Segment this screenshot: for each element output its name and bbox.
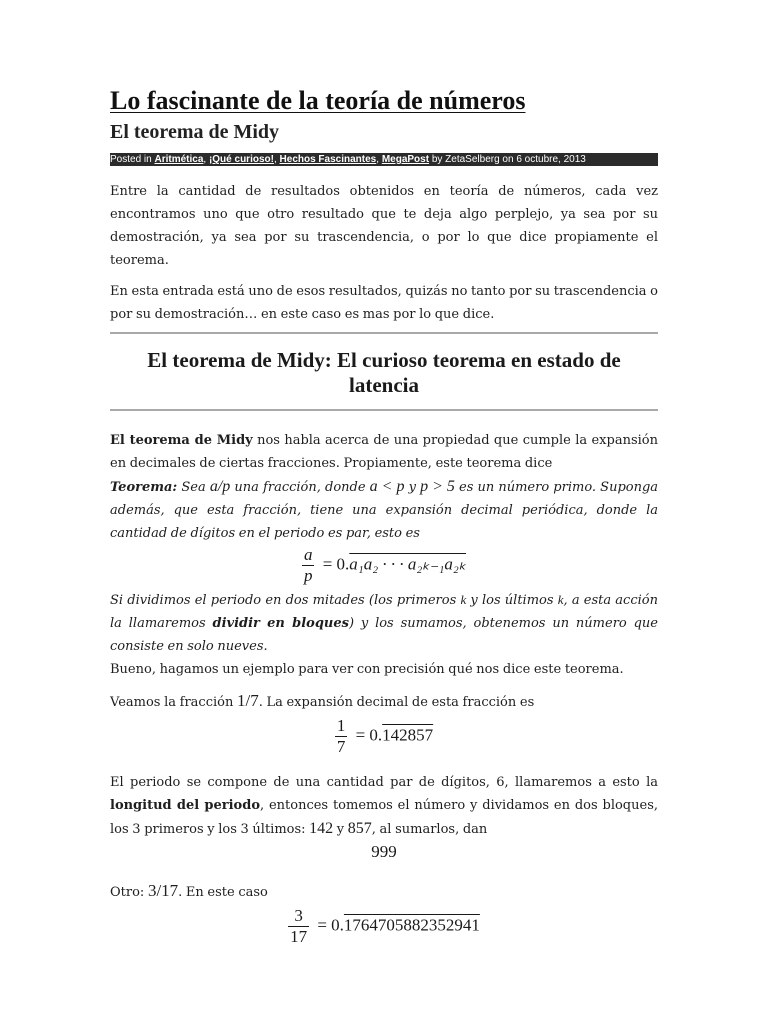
theorem-statement: Teorema: Sea a/p una fracción, donde a < p y p > 5 es un número primo. Suponga además, que esta fracción, tiene una expansión decimal periódica, donde la cantidad de dígitos en el periodo es par, esto es: [110, 478, 659, 541]
theorem-label: Teorema:: [110, 480, 178, 495]
example1-formula: $\frac{1}{7}$ = 0.142857: [336, 716, 434, 756]
example-transition: Bueno, hagamos un ejemplo para ver con precisión qué nos dice este teorema.: [110, 662, 624, 677]
intro-paragraph-1: Entre la cantidad de resultados obtenidos en teoría de números, cada vez encontramos uno que otro resultado que te deja algo perplejo, ya sea por su demostración, ya sea por su trascendencia, o por lo que dice propiamente el teorema.: [110, 184, 658, 268]
post-subtitle: El teorema de Midy: [110, 121, 280, 143]
repeating-period-1-7: 142857: [382, 725, 434, 745]
theorem-formula: $\frac{a}{p}$ = 0.a₁a₂ · · · a₂ₖ₋₁a₂ₖ: [303, 545, 467, 585]
example1-explanation: El periodo se compone de una cantidad par de dígitos, 6, llamaremos a esto la longitud del periodo, entonces tomemos el número y dividamos en dos bloques, los 3 primeros y los 3 últimos: 142 y 857, al sumarlos, dan: [110, 775, 658, 837]
example2-formula: $\frac{3}{17}$ = 0.1764705882352941: [290, 906, 480, 946]
theorem-name: El teorema de Midy: [110, 433, 253, 448]
repeating-period-3-17: 1764705882352941: [343, 915, 480, 935]
category-link-aritmetica[interactable]: Aritmética: [154, 154, 204, 165]
theorem-conclusion: Si dividimos el periodo en dos mitades (los primeros k y los últimos k, a esta acción la llamaremos dividir en bloques) y los sumamos, obtenemos un número que consiste en solo nueves.: [110, 592, 658, 654]
post-meta-bar: Posted in Aritmética, ¡Qué curioso!, Hechos Fascinantes, MegaPost by ZetaSelberg on 6 octubre, 2013: [110, 153, 658, 166]
category-link-megapost[interactable]: MegaPost: [381, 154, 430, 165]
example2-intro: Otro: 3/17. En este caso: [110, 881, 268, 900]
fraction-1-7: $\frac{1}{7}$: [336, 716, 346, 756]
math-p-greater-5: p > 5: [420, 478, 455, 495]
example1-result: 999: [371, 842, 397, 861]
math-a-less-p: a < p: [369, 478, 405, 495]
post-title[interactable]: Lo fascinante de la teoría de números: [110, 86, 526, 115]
meta-posted-in: Posted in: [110, 154, 155, 165]
repeating-period-general: a₁a₂ · · · a₂ₖ₋₁a₂ₖ: [349, 554, 467, 574]
example1-intro: Veamos la fracción 1/7. La expansión decimal de esta fracción es: [110, 691, 535, 710]
section-heading: El teorema de Midy: El curioso teorema en estado de latencia: [147, 348, 621, 397]
fraction-3-17: $\frac{3}{17}$: [290, 906, 308, 946]
math-a-over-p: a/p: [209, 478, 231, 495]
term-longitud-del-periodo: longitud del periodo: [110, 798, 260, 813]
category-link-que-curioso[interactable]: ¡Qué curioso!: [208, 154, 274, 165]
category-link-hechos-fascinantes[interactable]: Hechos Fascinantes: [279, 154, 377, 165]
article: [110, 86, 658, 947]
fraction-a-p: $\frac{a}{p}$: [303, 545, 313, 585]
term-dividir-en-bloques: dividir en bloques: [212, 616, 349, 631]
meta-author-date: by ZetaSelberg on 6 octubre, 2013: [429, 154, 586, 165]
fraction-1-7-inline: 1/7: [236, 691, 259, 710]
fraction-3-17-inline: 3/17: [147, 881, 179, 900]
theorem-intro: El teorema de Midy nos habla acerca de una propiedad que cumple la expansión en decimales de ciertas fracciones. Propiamente, este teorema dice: [110, 433, 658, 471]
intro-paragraph-2: En esta entrada está uno de esos resultados, quizás no tanto por su trascendencia o por su demostración… en este caso es mas por lo que dice.: [110, 284, 658, 322]
